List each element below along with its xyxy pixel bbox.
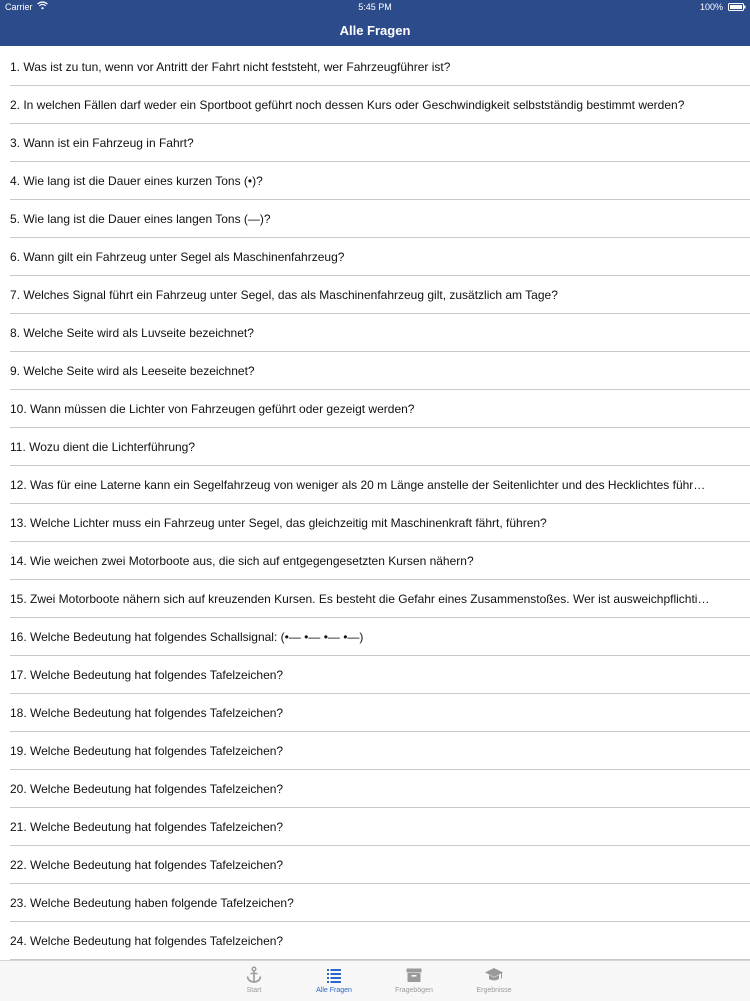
- question-row[interactable]: [10, 390, 750, 428]
- tab-bar: [0, 960, 750, 1001]
- question-row[interactable]: [10, 162, 750, 200]
- question-text: 13. Welche Lichter muss ein Fahrzeug unter Segel, das gleichzeitig mit Maschinenkraft fährt, führen?: [10, 515, 547, 530]
- question-text: 1. Was ist zu tun, wenn vor Antritt der Fahrt nicht feststeht, wer Fahrzeugführer ist?: [10, 59, 451, 74]
- question-list[interactable]: [0, 48, 750, 960]
- question-row[interactable]: [10, 618, 750, 656]
- tab-ergebnisse[interactable]: [454, 961, 534, 1001]
- question-text: 23. Welche Bedeutung haben folgende Tafelzeichen?: [10, 895, 294, 910]
- question-text: 10. Wann müssen die Lichter von Fahrzeugen geführt oder gezeigt werden?: [10, 401, 415, 416]
- question-row[interactable]: [10, 124, 750, 162]
- question-row[interactable]: [10, 884, 750, 922]
- navigation-bar: [0, 0, 750, 46]
- question-row[interactable]: [10, 922, 750, 960]
- question-text: 7. Welches Signal führt ein Fahrzeug unter Segel, das als Maschinenfahrzeug gilt, zusätzlich am Tage?: [10, 287, 558, 302]
- question-row[interactable]: [10, 770, 750, 808]
- question-text: 12. Was für eine Laterne kann ein Segelfahrzeug von weniger als 20 m Länge anstelle der Seitenlichter und des Hecklichtes führ…: [10, 477, 706, 492]
- tab-alle-fragen-label: Alle Fragen: [316, 987, 352, 994]
- tab-frageboegen[interactable]: [374, 961, 454, 1001]
- question-row[interactable]: [10, 580, 750, 618]
- question-text: 6. Wann gilt ein Fahrzeug unter Segel als Maschinenfahrzeug?: [10, 249, 345, 264]
- graduation-cap-icon: [484, 966, 504, 984]
- archive-box-icon: [405, 966, 423, 984]
- question-text: 5. Wie lang ist die Dauer eines langen Tons (—)?: [10, 211, 271, 226]
- question-text: 24. Welche Bedeutung hat folgendes Tafelzeichen?: [10, 933, 284, 948]
- question-row[interactable]: [10, 656, 750, 694]
- anchor-icon: [245, 966, 263, 984]
- question-row[interactable]: [10, 466, 750, 504]
- tab-start[interactable]: [214, 961, 294, 1001]
- question-text: 8. Welche Seite wird als Luvseite bezeichnet?: [10, 325, 254, 340]
- question-row[interactable]: [10, 808, 750, 846]
- question-row[interactable]: [10, 428, 750, 466]
- question-text: 20. Welche Bedeutung hat folgendes Tafelzeichen?: [10, 781, 284, 796]
- question-row[interactable]: [10, 352, 750, 390]
- carrier-label: Carrier: [5, 2, 33, 12]
- question-text: 14. Wie weichen zwei Motorboote aus, die sich auf entgegengesetzten Kursen nähern?: [10, 553, 474, 568]
- question-text: 11. Wozu dient die Lichterführung?: [10, 439, 196, 454]
- question-text: 21. Welche Bedeutung hat folgendes Tafelzeichen?: [10, 819, 284, 834]
- question-row[interactable]: [10, 694, 750, 732]
- battery-percent: 100%: [699, 2, 723, 12]
- question-row[interactable]: [10, 732, 750, 770]
- question-row[interactable]: [10, 504, 750, 542]
- question-text: 22. Welche Bedeutung hat folgendes Tafelzeichen?: [10, 857, 284, 872]
- question-row[interactable]: [10, 86, 750, 124]
- question-text: 19. Welche Bedeutung hat folgendes Tafelzeichen?: [10, 743, 284, 758]
- question-row[interactable]: [10, 314, 750, 352]
- tab-alle-fragen[interactable]: [294, 961, 374, 1001]
- question-row[interactable]: [10, 200, 750, 238]
- list-icon: [325, 966, 343, 984]
- tab-start-label: Start: [246, 987, 262, 994]
- question-text: 2. In welchen Fällen darf weder ein Sportboot geführt noch dessen Kurs oder Geschwindigkeit selbstständig bestimmt werden?: [10, 97, 685, 112]
- question-row[interactable]: [10, 846, 750, 884]
- battery-icon: [728, 3, 746, 11]
- tab-frageboegen-label: Fragebögen: [395, 987, 433, 994]
- page-title: Alle Fragen: [339, 23, 411, 38]
- tab-ergebnisse-label: Ergebnisse: [476, 987, 512, 994]
- question-row[interactable]: [10, 238, 750, 276]
- question-row[interactable]: [10, 276, 750, 314]
- question-text: 15. Zwei Motorboote nähern sich auf kreuzenden Kursen. Es besteht die Gefahr eines Zusammenstoßes. Wer ist ausweichpflichti…: [10, 591, 710, 606]
- question-text: 3. Wann ist ein Fahrzeug in Fahrt?: [10, 135, 194, 150]
- question-text: 16. Welche Bedeutung hat folgendes Schallsignal: (•— •— •— •—): [10, 629, 364, 644]
- question-text: 4. Wie lang ist die Dauer eines kurzen Tons (•)?: [10, 173, 263, 188]
- question-text: 17. Welche Bedeutung hat folgendes Tafelzeichen?: [10, 667, 284, 682]
- status-time: 5:45 PM: [358, 2, 392, 12]
- status-bar: [0, 0, 750, 15]
- question-text: 9. Welche Seite wird als Leeseite bezeichnet?: [10, 363, 255, 378]
- question-row[interactable]: [10, 542, 750, 580]
- question-row[interactable]: [10, 48, 750, 86]
- question-text: 18. Welche Bedeutung hat folgendes Tafelzeichen?: [10, 705, 284, 720]
